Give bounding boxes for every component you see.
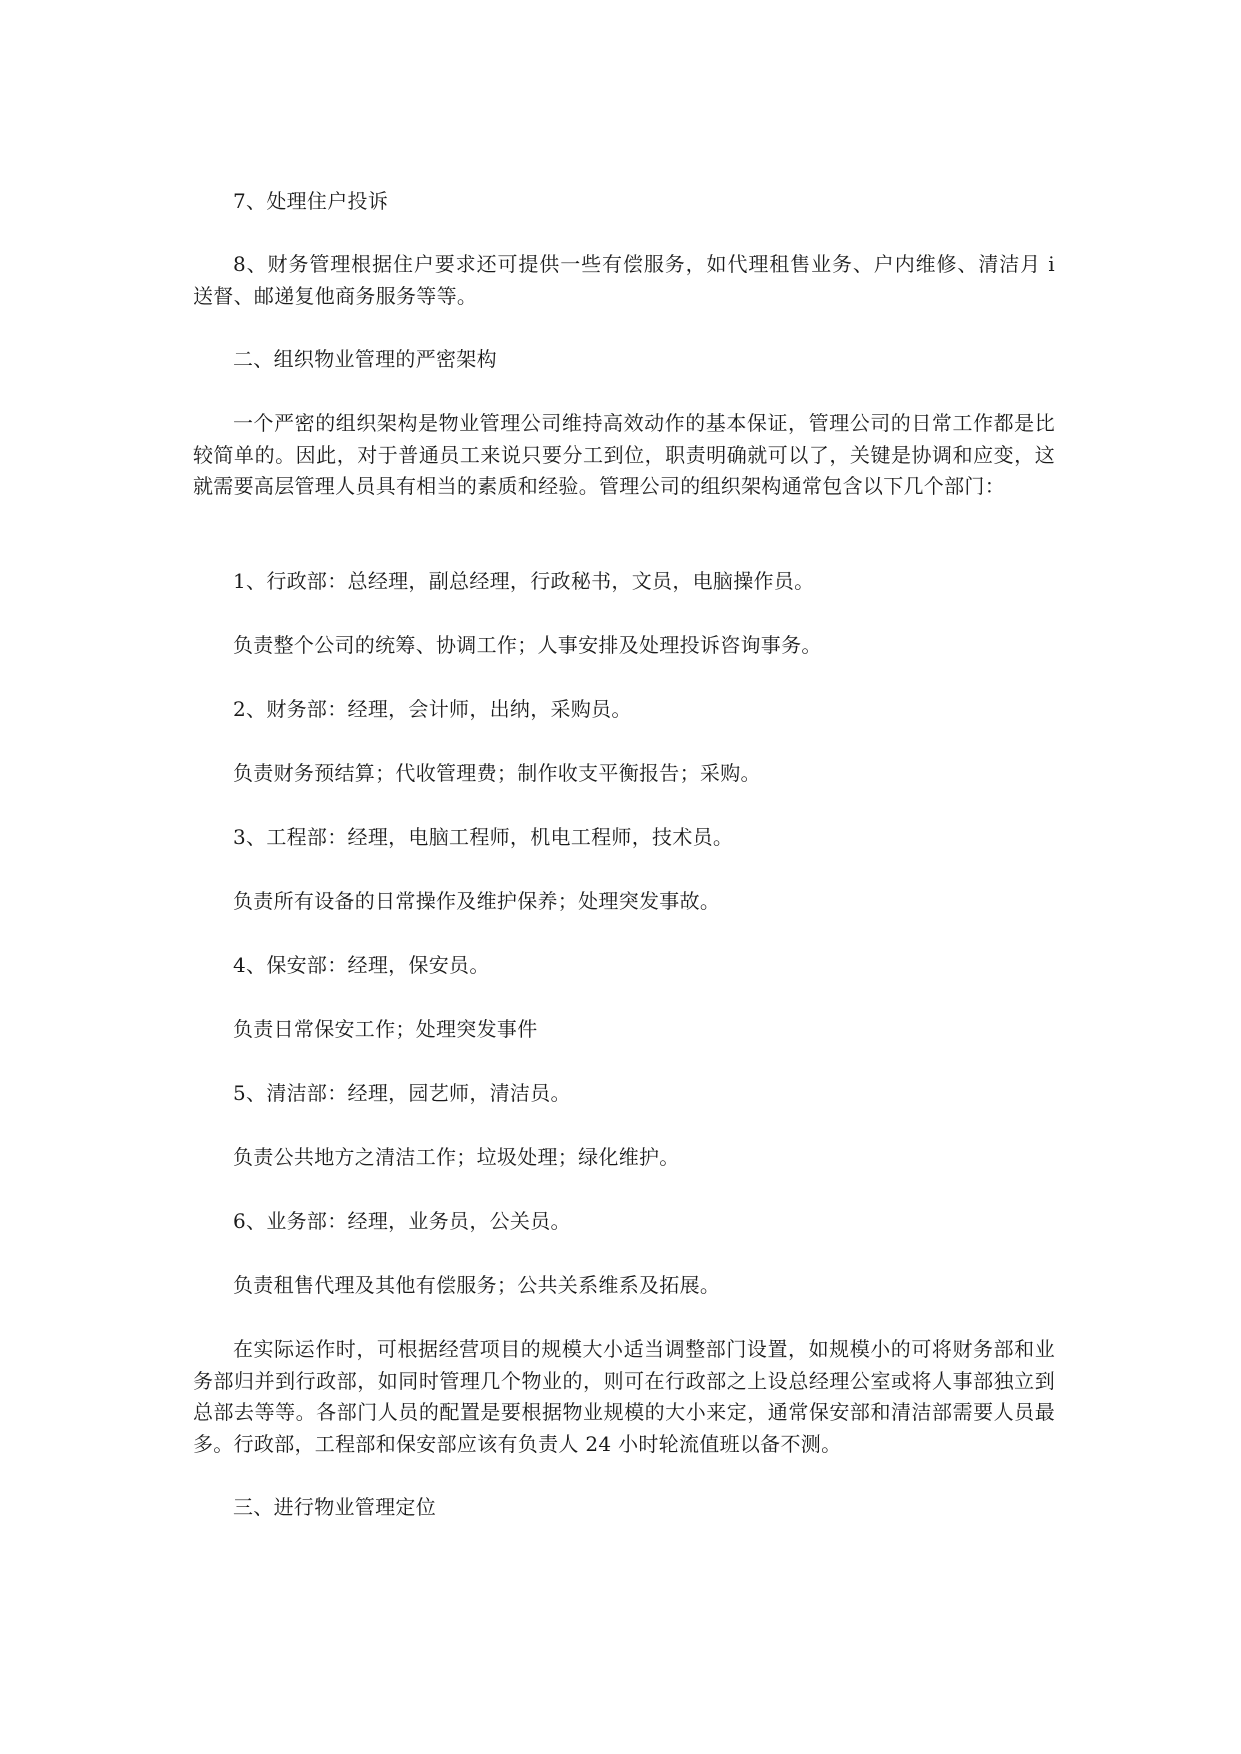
dept-security-duty: 负责日常保安工作；处理突发事件 [233, 1017, 538, 1041]
section-heading-3: 三、进行物业管理定位 [233, 1495, 436, 1519]
dept-cleaning-duty: 负责公共地方之清洁工作；垃圾处理；绿化维护。 [233, 1145, 680, 1169]
dept-business-duty: 负责租售代理及其他有偿服务；公共关系维系及拓展。 [233, 1273, 721, 1297]
dept-admin: 1、行政部：总经理，副总经理，行政秘书，文员，电脑操作员。 [233, 569, 815, 593]
dept-admin-duty: 负责整个公司的统筹、协调工作；人事安排及处理投诉咨询事务。 [233, 633, 822, 657]
paragraph-item-8: 8、财务管理根据住户要求还可提供一些有偿服务，如代理租售业务、户内维修、清洁月 i 送督、邮递复他商务服务等等。 [193, 252, 1055, 308]
dept-finance-duty: 负责财务预结算；代收管理费；制作收支平衡报告；采购。 [233, 761, 761, 785]
dept-business: 6、业务部：经理，业务员，公关员。 [233, 1209, 571, 1233]
paragraph-item-7: 7、处理住户投诉 [233, 189, 389, 213]
dept-engineering-duty: 负责所有设备的日常操作及维护保养；处理突发事故。 [233, 889, 721, 913]
section-heading-2: 二、组织物业管理的严密架构 [233, 347, 497, 371]
dept-engineering: 3、工程部：经理，电脑工程师，机电工程师，技术员。 [233, 825, 734, 849]
paragraph-operation-note: 在实际运作时，可根据经营项目的规模大小适当调整部门设置，如规模小的可将财务部和业务部归并到行政部，如同时管理几个物业的，则可在行政部之上设总经理公室或将人事部独立到总部去等等。各部门人员的配置是要根据物业规模的大小来定，通常保安部和清洁部需要人员最多。行政部，工程部和保安部应该有负责人 24 小时轮流值班以备不测。 [193, 1337, 1055, 1456]
dept-security: 4、保安部：经理，保安员。 [233, 953, 490, 977]
dept-finance: 2、财务部：经理，会计师，出纳，采购员。 [233, 697, 632, 721]
dept-cleaning: 5、清洁部：经理，园艺师，清洁员。 [233, 1081, 571, 1105]
paragraph-org-intro: 一个严密的组织架构是物业管理公司维持高效动作的基本保证，管理公司的日常工作都是比较简单的。因此，对于普通员工来说只要分工到位，职责明确就可以了，关键是协调和应变，这就需要高层管理人员具有相当的素质和经验。管理公司的组织架构通常包含以下几个部门： [193, 411, 1055, 498]
